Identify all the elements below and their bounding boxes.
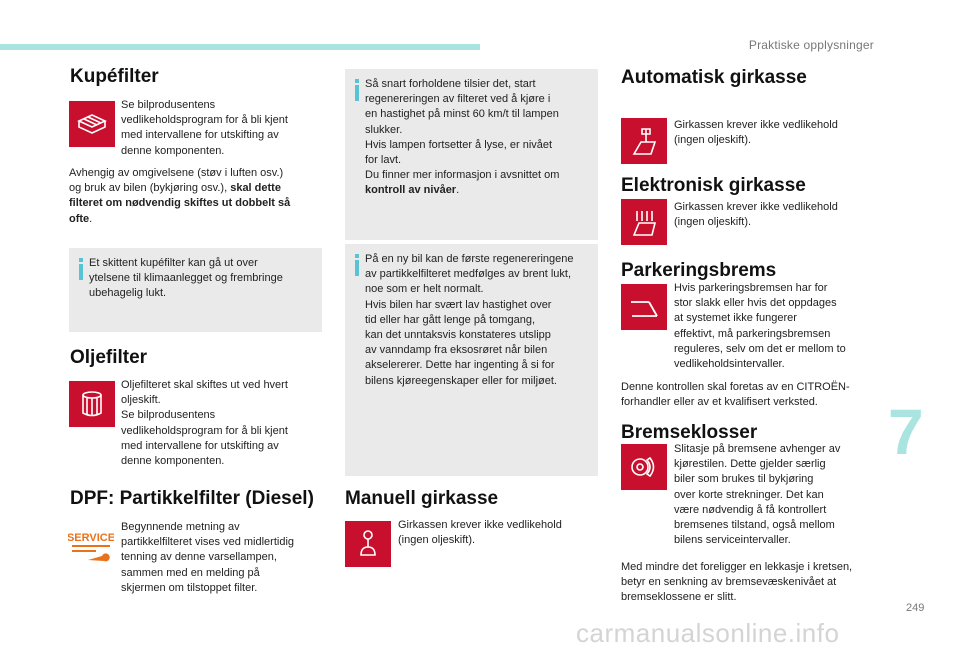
info-icon xyxy=(355,260,359,276)
parkeringsbrems-after: Denne kontrollen skal foretas av en CITROËN- forhandler eller av et kvalifisert verksted. xyxy=(621,381,850,409)
brake-pads-icon xyxy=(621,444,667,490)
manuell-title: Manuell girkasse xyxy=(345,488,499,509)
regeneration-note-2-text: På en ny bil kan de første regenereringene av partikkelfilteret medfølges av brent lukt, noe som er helt normalt. Hvis bilen har svært lav hastighet over tid eller har gått lenge på tomgang, kan det unntaksvis konstateres utslipp av vanndamp fra eksosrøret når bilen akselererer. Dette har ingenting å si for bilens kjøreegenskaper eller for miljøet. xyxy=(365,253,574,387)
parking-brake-icon xyxy=(621,284,667,330)
automatic-gear-icon xyxy=(621,118,667,164)
chapter-number: 7 xyxy=(888,396,924,468)
dpf-text: Begynnende metning av partikkelfilteret vises ved midlertidig tenning av denne varsellampen, sammen med en melding på skjermen om tilstoppet filter. xyxy=(121,521,295,594)
header-accent-bar xyxy=(0,44,480,50)
service-wrench-icon xyxy=(68,528,114,568)
regeneration-note-1-text: Så snart forholdene tilsier det, start regenereringen av filteret ved å kjøre i en hastighet på minst 60 km/t til lampen slukker. Hvis lampen fortsetter å lyse, er nivået for lavt. Du finner mer informasjon i avsnittet om kontroll av nivåer. xyxy=(365,78,560,197)
kupefilter-title: Kupéfilter xyxy=(70,66,159,87)
dpf-title: DPF: Partikkelfilter (Diesel) xyxy=(70,488,314,509)
elektronisk-text: Girkassen krever ikke vedlikehold (ingen oljeskift). xyxy=(674,201,838,229)
oljefilter-text: Oljefilteret skal skiftes ut ved hvert oljeskift. Se bilprodusentens vedlikeholdsprogram for å bli kjent med intervallene for utskifting av denne komponenten. xyxy=(121,379,288,468)
regeneration-note-2 xyxy=(345,244,598,476)
parkeringsbrems-text: Hvis parkeringsbremsen har for stor slakk eller hvis det oppdages at systemet ikke fungerer effektivt, må parkeringsbremsen reguleres, selv om det er mellom to vedlikeholdsintervaller. xyxy=(674,282,846,371)
parkeringsbrems-title: Parkeringsbrems xyxy=(621,260,777,281)
oljefilter-title: Oljefilter xyxy=(70,347,148,368)
kupefilter-note xyxy=(69,248,322,332)
section-header: Praktiske opplysninger xyxy=(748,38,874,52)
regeneration-note-1 xyxy=(345,69,598,240)
oil-filter-icon xyxy=(69,381,115,427)
bremseklosser-text: Slitasje på bremsene avhenger av kjørestilen. Dette gjelder særlig biler som brukes til bykjøring over korte strekninger. Det kan være nødvendig å få kontrollert bremsenes tilstand, også mellom bilens serviceintervaller. xyxy=(674,443,841,547)
watermark: carmanualsonline.info xyxy=(576,618,840,648)
bremseklosser-after: Med mindre det foreligger en lekkasje i kretsen, betyr en senkning av bremsevæskenivået at bremseklossene er slitt. xyxy=(621,561,853,604)
svg-text:SERVICE: SERVICE xyxy=(68,532,114,544)
page-number: 249 xyxy=(906,602,925,614)
elektronisk-title: Elektronisk girkasse xyxy=(621,175,806,196)
electronic-gear-icon xyxy=(621,199,667,245)
automatisk-title: Automatisk girkasse xyxy=(621,67,807,88)
automatisk-text: Girkassen krever ikke vedlikehold (ingen oljeskift). xyxy=(674,119,838,147)
kupefilter-intro: Se bilprodusentens vedlikeholdsprogram for å bli kjent med intervallene for utskifting av denne komponenten. xyxy=(121,99,288,157)
manuell-text: Girkassen krever ikke vedlikehold (ingen oljeskift). xyxy=(398,519,562,547)
info-icon xyxy=(355,85,359,101)
gear-stick-icon xyxy=(345,521,391,567)
cabin-filter-icon xyxy=(69,101,115,147)
kupefilter-note-text: Et skittent kupéfilter kan gå ut over ytelsene til klimaanlegget og frembringe ubehagelig lukt. xyxy=(89,257,283,300)
bremseklosser-title: Bremseklosser xyxy=(621,422,758,443)
info-icon xyxy=(79,264,83,280)
kupefilter-body: Avhengig av omgivelsene (støv i luften osv.) og bruk av bilen (bykjøring osv.), skal dette filteret om nødvendig skiftes ut dobbelt så ofte. xyxy=(69,167,291,225)
